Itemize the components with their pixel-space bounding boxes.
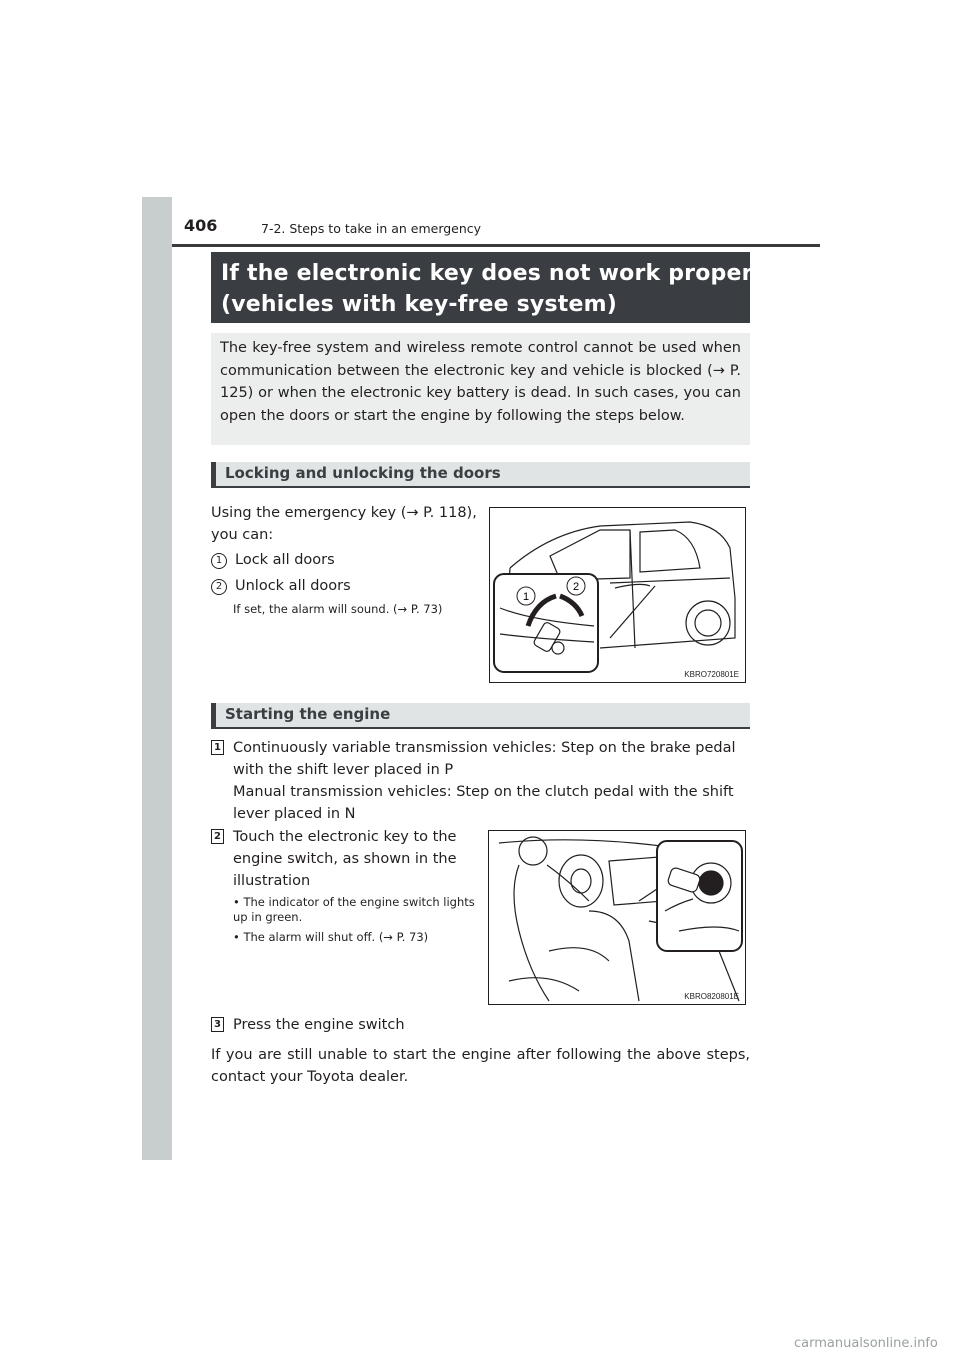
engine-switch-illustration — [488, 830, 746, 1005]
step-1-line-2: with the shift lever placed in P — [233, 762, 454, 778]
step-number-1: 1 — [211, 740, 224, 755]
footer-watermark: carmanualsonline.info — [794, 1336, 938, 1351]
callout-2: 2 — [572, 581, 580, 593]
callout-1: 1 — [522, 591, 530, 603]
step-1-line-1: Continuously variable transmission vehicles: Step on the brake pedal — [233, 740, 736, 756]
step-1-line-4: lever placed in N — [233, 806, 356, 822]
page-title-line-1: If the electronic key does not work properly — [221, 261, 775, 286]
step-1-line-3: Manual transmission vehicles: Step on the clutch pedal with the shift — [233, 784, 734, 800]
step-2-line-2: engine switch, as shown in the — [233, 851, 457, 867]
figure-code: KBRO720801E — [684, 670, 739, 679]
locking-note: If set, the alarm will sound. (→ P. 73) — [233, 602, 443, 616]
locking-heading — [211, 462, 750, 488]
starting-heading — [211, 703, 750, 729]
section-reference: 7-2. Steps to take in an emergency — [261, 221, 482, 236]
figure-code: KBRO820801E — [684, 992, 739, 1001]
locking-item-lock — [211, 549, 335, 571]
car-door-drawing — [490, 508, 745, 682]
page-number: 406 — [184, 216, 218, 235]
cabin-drawing — [489, 831, 745, 1004]
step-3-line-1: Press the engine switch — [233, 1017, 405, 1033]
step-2-bullet-2: • The alarm will shut off. (→ P. 73) — [233, 930, 429, 944]
step-2-bullet-1: • The indicator of the engine switch lights up in green. — [233, 895, 475, 924]
header-rule — [172, 244, 820, 247]
step-2-line-1: Touch the electronic key to the — [233, 829, 457, 845]
locking-text-line-1: Using the emergency key (→ P. 118), — [211, 505, 477, 521]
item-number-1: 1 — [211, 553, 227, 569]
step-2-line-3: illustration — [233, 873, 311, 889]
step-number-2: 2 — [211, 829, 224, 844]
item-label: Lock all doors — [235, 552, 335, 568]
step-number-3: 3 — [211, 1017, 224, 1032]
closing-paragraph: If you are still unable to start the engine after following the above steps, contact your Toyota dealer. — [211, 1047, 750, 1085]
locking-heading-text: Locking and unlocking the doors — [225, 464, 501, 482]
item-label: Unlock all doors — [235, 578, 351, 594]
side-tab-bar — [142, 197, 172, 1160]
starting-heading-text: Starting the engine — [225, 705, 391, 723]
intro-paragraph: The key-free system and wireless remote control cannot be used when communication between the electronic key and vehicle is blocked (→ P. 125) or when the electronic key battery is dead. In such cases, you can open the doors or start the engine by following the steps below. — [211, 333, 750, 445]
locking-item-unlock — [211, 575, 351, 597]
item-number-2: 2 — [211, 579, 227, 595]
page-title-line-2: (vehicles with key-free system) — [221, 292, 617, 317]
locking-text-line-2: you can: — [211, 527, 274, 543]
page-title — [211, 252, 775, 323]
door-lock-illustration — [489, 507, 746, 683]
